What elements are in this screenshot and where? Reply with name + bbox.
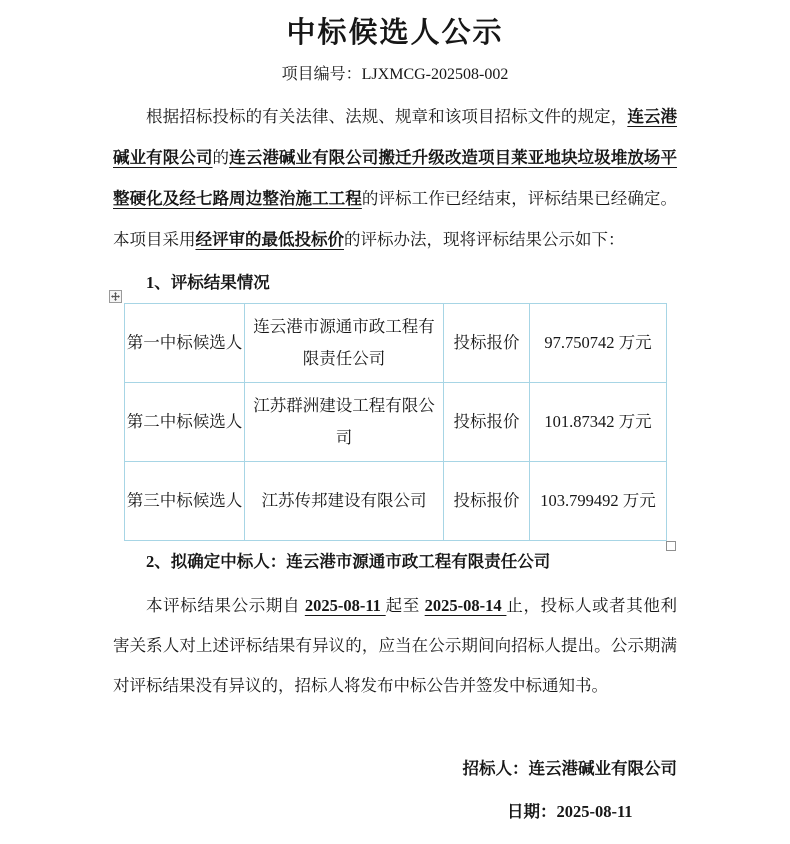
text-run: 连云港碱业有限公司 xyxy=(113,107,678,167)
price-label-cell: 投标报价 xyxy=(444,304,530,383)
text-run: 2025-08-11 xyxy=(304,596,386,615)
text-run: 的评标办法，现将评标结果公示如下： xyxy=(344,230,625,249)
price-label-cell: 投标报价 xyxy=(444,383,530,462)
signature-inner xyxy=(463,756,678,825)
page-title: 中标候选人公示 xyxy=(286,17,504,49)
table-row xyxy=(125,383,667,462)
rank-cell: 第二中标候选人 xyxy=(125,383,245,462)
move-icon xyxy=(111,292,120,301)
signature-block xyxy=(113,756,677,825)
section2-heading: 2、拟确定中标人：连云港市源通市政工程有限责任公司 xyxy=(146,552,551,571)
date-line: 日期：2025-08-11 xyxy=(506,802,633,821)
price-label-cell: 投标报价 xyxy=(444,462,530,541)
company-cell: 江苏传邦建设有限公司 xyxy=(245,462,444,541)
table-row xyxy=(125,462,667,541)
rank-cell: 第一中标候选人 xyxy=(125,304,245,383)
company-cell: 江苏群洲建设工程有限公司 xyxy=(245,383,444,462)
text-run: 的评标工作已经结束，评标结果已经确定。本项目采用 xyxy=(113,189,678,249)
section1-heading: 1、评标结果情况 xyxy=(146,273,270,292)
text-run: 2025-08-14 xyxy=(424,596,507,615)
table-row xyxy=(125,304,667,383)
notice-paragraph xyxy=(113,586,677,706)
text-run: 根据招标投标的有关法律、法规、规章和该项目招标文件的规定， xyxy=(146,107,628,126)
intro-paragraph xyxy=(113,96,677,260)
results-table-wrapper xyxy=(124,303,666,541)
price-cell: 103.799492 万元 xyxy=(530,462,667,541)
table-resize-handle[interactable] xyxy=(666,541,676,551)
price-cell: 97.750742 万元 xyxy=(530,304,667,383)
table-move-handle[interactable] xyxy=(109,290,122,303)
text-run: 的 xyxy=(212,148,230,167)
text-run: 止，投标人或者其他利害关系人对上述评标结果有异议的，应当在公示期间向招标人提出。公示期满对评标结果没有异议的，招标人将发布中标公告并签发中标通知书。 xyxy=(113,596,678,695)
price-cell: 101.87342 万元 xyxy=(530,383,667,462)
text-run: 起至 xyxy=(385,596,425,615)
text-run: 本评标结果公示期自 xyxy=(146,596,305,615)
project-number: 项目编号：LJXMCG-202508-002 xyxy=(281,66,509,83)
bidder-line: 招标人：连云港碱业有限公司 xyxy=(462,759,677,778)
results-table xyxy=(124,303,667,541)
rank-cell: 第三中标候选人 xyxy=(125,462,245,541)
text-run: 经评审的最低投标价 xyxy=(195,230,344,249)
text-run: 连云港碱业有限公司搬迁升级改造项目莱亚地块垃圾堆放场平整硬化及经七路周边整治施工工程 xyxy=(113,148,678,208)
company-cell: 连云港市源通市政工程有限责任公司 xyxy=(245,304,444,383)
